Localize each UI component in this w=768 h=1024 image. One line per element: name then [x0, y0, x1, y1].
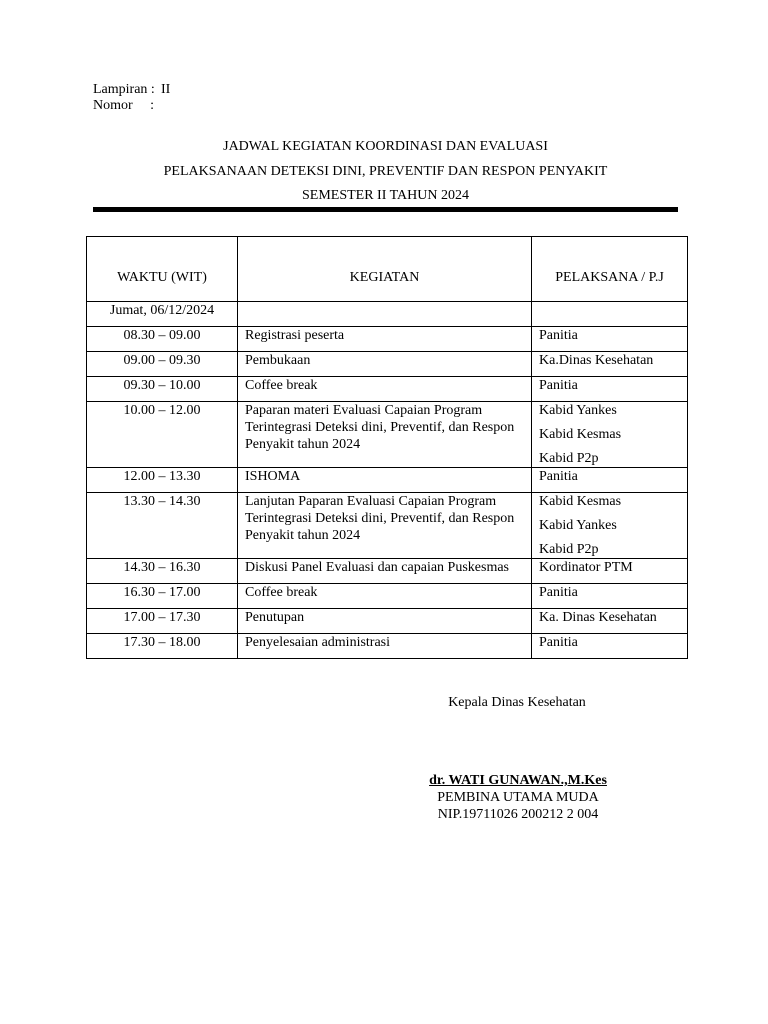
- title-line-3: SEMESTER II TAHUN 2024: [301, 188, 469, 203]
- pelaksana-entry: Panitia: [539, 328, 578, 343]
- pelaksana-cell: [532, 327, 688, 352]
- activity-cell: Diskusi Panel Evaluasi dan capaian Puskesmas: [238, 559, 532, 584]
- nomor-line: [93, 98, 170, 114]
- time-cell: 13.30 – 14.30: [87, 493, 238, 559]
- pelaksana-entry: Panitia: [539, 585, 578, 600]
- table-row: [87, 493, 688, 559]
- time-cell: 09.00 – 09.30: [87, 352, 238, 377]
- date-row-empty-cell: [238, 302, 532, 327]
- activity-cell: Coffee break: [238, 377, 532, 402]
- pelaksana-entry: Panitia: [539, 469, 578, 484]
- activity-cell: ISHOMA: [238, 468, 532, 493]
- time-cell: 10.00 – 12.00: [87, 402, 238, 468]
- schedule-table: [86, 236, 688, 659]
- date-cell: Jumat, 06/12/2024: [87, 302, 238, 327]
- pelaksana-entry: Kabid Kesmas: [539, 494, 622, 509]
- activity-cell: Pembukaan: [238, 352, 532, 377]
- signature-position: Kepala Dinas Kesehatan: [448, 695, 586, 710]
- header-kegiatan: KEGIATAN: [238, 237, 532, 302]
- header-pelaksana: PELAKSANA / P.J: [532, 237, 688, 302]
- lampiran-label: Lampiran :: [93, 82, 155, 97]
- pelaksana-entry: Kabid Yankes: [539, 403, 617, 418]
- lampiran-line: [93, 82, 170, 98]
- pelaksana-cell: [532, 634, 688, 659]
- table-row: [87, 468, 688, 493]
- time-cell: 17.00 – 17.30: [87, 609, 238, 634]
- table-row: [87, 377, 688, 402]
- pelaksana-cell: [532, 468, 688, 493]
- nomor-label: Nomor :: [93, 98, 155, 113]
- table-row: [87, 402, 688, 468]
- time-cell: 14.30 – 16.30: [87, 559, 238, 584]
- time-cell: 17.30 – 18.00: [87, 634, 238, 659]
- date-row-empty-cell: [532, 302, 688, 327]
- title-line-1: JADWAL KEGIATAN KOORDINASI DAN EVALUASI: [223, 139, 548, 154]
- pelaksana-entry: Kabid P2p: [539, 451, 599, 466]
- pelaksana-cell: [532, 377, 688, 402]
- time-cell: 16.30 – 17.00: [87, 584, 238, 609]
- table-row: [87, 584, 688, 609]
- pelaksana-cell: [532, 559, 688, 584]
- pelaksana-cell: [532, 584, 688, 609]
- activity-cell: Registrasi peserta: [238, 327, 532, 352]
- signature-nip: NIP.19711026 200212 2 004: [437, 807, 599, 822]
- pelaksana-entry: Ka.Dinas Kesehatan: [539, 353, 654, 368]
- header-waktu: WAKTU (WIT): [87, 237, 238, 302]
- activity-cell: Coffee break: [238, 584, 532, 609]
- table-row: [87, 634, 688, 659]
- activity-cell: Paparan materi Evaluasi Capaian Program Terintegrasi Deteksi dini, Preventif, dan Respon Penyakit tahun 2024: [238, 402, 532, 468]
- table-row: [87, 559, 688, 584]
- title-divider: [93, 207, 678, 212]
- time-cell: 12.00 – 13.30: [87, 468, 238, 493]
- activity-cell: Penyelesaian administrasi: [238, 634, 532, 659]
- table-row: [87, 352, 688, 377]
- activity-cell: Lanjutan Paparan Evaluasi Capaian Program Terintegrasi Deteksi dini, Preventif, dan Respon Penyakit tahun 2024: [238, 493, 532, 559]
- pelaksana-cell: [532, 402, 688, 468]
- pelaksana-entry: Kabid Yankes: [539, 518, 617, 533]
- table-row: [87, 609, 688, 634]
- date-row: [87, 302, 688, 327]
- pelaksana-entry: Kordinator PTM: [539, 560, 633, 575]
- table-header-row: [87, 237, 688, 302]
- signature-rank: PEMBINA UTAMA MUDA: [437, 790, 599, 805]
- document-meta: [93, 82, 170, 114]
- pelaksana-entry: Kabid Kesmas: [539, 427, 622, 442]
- table-row: [87, 327, 688, 352]
- pelaksana-cell: [532, 493, 688, 559]
- title-line-2: PELAKSANAAN DETEKSI DINI, PREVENTIF DAN RESPON PENYAKIT: [163, 164, 608, 179]
- pelaksana-cell: [532, 352, 688, 377]
- pelaksana-entry: Panitia: [539, 635, 578, 650]
- activity-cell: Penutupan: [238, 609, 532, 634]
- signature-name: dr. WATI GUNAWAN.,M.Kes: [429, 773, 607, 788]
- time-cell: 08.30 – 09.00: [87, 327, 238, 352]
- time-cell: 09.30 – 10.00: [87, 377, 238, 402]
- lampiran-value: II: [161, 82, 171, 97]
- pelaksana-entry: Ka. Dinas Kesehatan: [539, 610, 657, 625]
- pelaksana-entry: Kabid P2p: [539, 542, 599, 557]
- pelaksana-cell: [532, 609, 688, 634]
- pelaksana-entry: Panitia: [539, 378, 578, 393]
